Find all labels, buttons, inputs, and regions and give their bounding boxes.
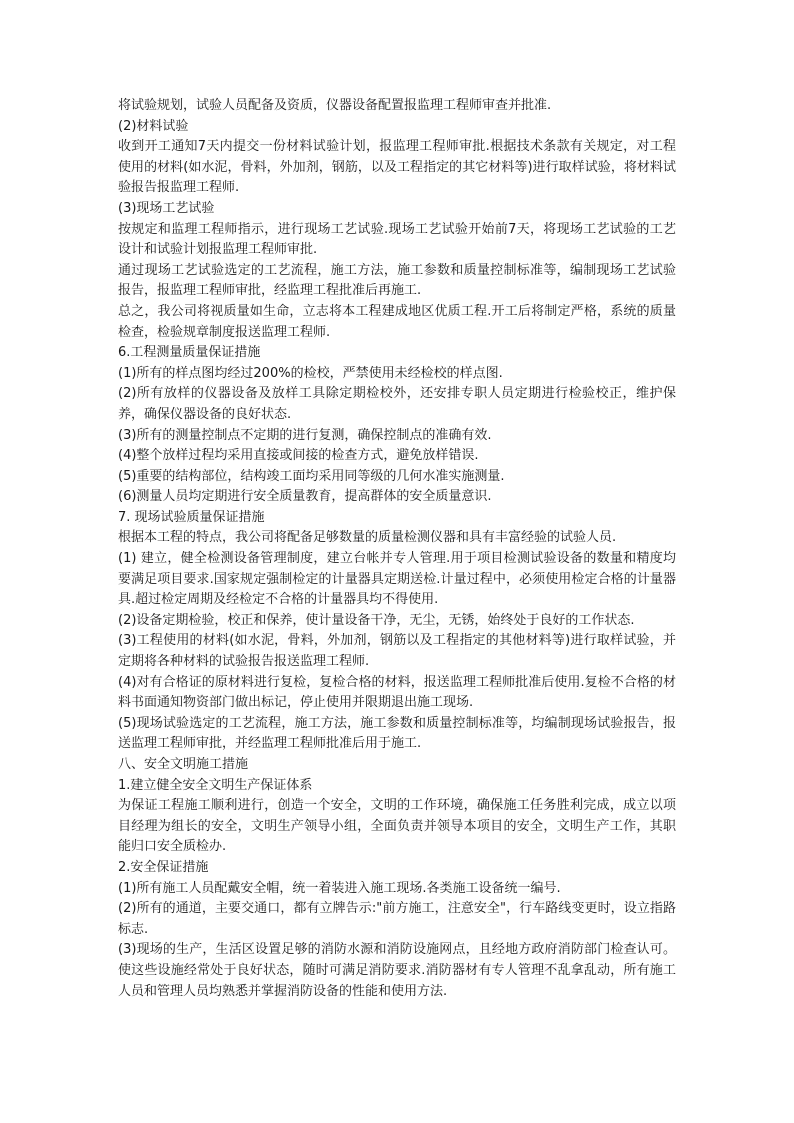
list-item: (5)重要的结构部位，结构竣工面均采用同等级的几何水准实施测量. bbox=[118, 468, 505, 484]
list-item: (4)整个放样过程均采用直接或间接的检查方式，避免放样错误. bbox=[118, 448, 479, 464]
list-item: (1)所有的样点图均经过200%的检校，严禁使用未经检校的样点图. bbox=[118, 365, 503, 381]
paragraph: 按规定和监理工程师指示，进行现场工艺试验.现场工艺试验开始前7天，将现场工艺试验的工艺设计和试验计划报监理工程师审批. bbox=[118, 221, 676, 258]
section-heading: 7. 现场试验质量保证措施 bbox=[118, 509, 265, 525]
paragraph: 将试验规划，试验人员配备及资质，仪器设备配置报监理工程师审查并批准. bbox=[118, 98, 552, 113]
section-heading: 2.安全保证措施 bbox=[118, 859, 209, 875]
list-item: (3)所有的测量控制点不定期的进行复测，确保控制点的准确有效. bbox=[118, 427, 492, 443]
paragraph: 收到开工通知7天内提交一份材料试验计划，报监理工程师审批.根据技术条款有关规定，对工程使用的材料(如水泥，骨料，外加剂，钢筋，以及工程指定的其它材料等)进行取样试验，将材料试验报告报监理工程师. bbox=[118, 139, 676, 196]
paragraph: 通过现场工艺试验选定的工艺流程，施工方法，施工参数和质量控制标准等，编制现场工艺试验报告，报监理工程师审批，经监理工程批准后再施工. bbox=[118, 262, 676, 299]
paragraph: 根据本工程的特点，我公司将配备足够数量的质量检测仪器和具有丰富经验的试验人员. bbox=[118, 530, 617, 546]
list-item: (3)工程使用的材料(如水泥，骨料，外加剂，钢筋以及工程指定的其他材料等)进行取样试验，并定期将各种材料的试验报告报送监理工程师. bbox=[118, 633, 676, 670]
section-heading: 6.工程测量质量保证措施 bbox=[118, 345, 261, 361]
section-heading: (2)材料试验 bbox=[118, 118, 189, 134]
list-item: (1)所有施工人员配戴安全帽，统一着装进入施工现场.各类施工设备统一编号. bbox=[118, 880, 561, 896]
list-item: (1) 建立，健全检测设备管理制度，建立台帐并专人管理.用于项目检测试验设备的数量和精度均要满足项目要求.国家规定强制检定的计量器具定期送检.计量过程中，必须使用检定合格的计量器具.超过检定周期及经检定不合格的计量器具均不得使用. bbox=[118, 551, 676, 608]
list-item: (3)现场的生产，生活区设置足够的消防水源和消防设施网点，且经地方政府消防部门检查认可。使这些设施经常处于良好状态，随时可满足消防要求.消防器材有专人管理不乱拿乱动，所有施工人员和管理人员均熟悉并掌握消防设备的性能和使用方法. bbox=[118, 942, 676, 999]
list-item: (2)设备定期检验，校正和保养，使计量设备干净，无尘，无锈，始终处于良好的工作状态. bbox=[118, 612, 635, 628]
section-heading: (3)现场工艺试验 bbox=[118, 200, 215, 216]
list-item: (4)对有合格证的原材料进行复检，复检合格的材料，报送监理工程师批准后使用.复检不合格的材料书面通知物资部门做出标记，停止使用并限期退出施工现场. bbox=[118, 674, 676, 711]
section-heading: 1.建立健全安全文明生产保证体系 bbox=[118, 777, 313, 793]
section-heading: 八、安全文明施工措施 bbox=[118, 757, 249, 772]
list-item: (6)测量人员均定期进行安全质量教育，提高群体的安全质量意识. bbox=[118, 489, 492, 505]
paragraph: 总之，我公司将视质量如生命，立志将本工程建成地区优质工程.开工后将制定严格，系统的质量检查，检验规章制度报送监理工程师. bbox=[118, 303, 676, 340]
list-item: (2)所有放样的仪器设备及放样工具除定期检校外，还安排专职人员定期进行检验校正，维护保养，确保仪器设备的良好状态. bbox=[118, 386, 676, 422]
paragraph: 为保证工程施工顺利进行，创造一个安全，文明的工作环境，确保施工任务胜利完成，成立以项目经理为组长的安全，文明生产领导小组，全面负责并领导本项目的安全，文明生产工作，其职能归口安全质检办. bbox=[118, 798, 676, 855]
list-item: (2)所有的通道，主要交通口，都有立牌告示:"前方施工，注意安全"，行车路线变更时，设立指路标志. bbox=[118, 901, 676, 937]
document-body bbox=[118, 96, 676, 1002]
list-item: (5)现场试验选定的工艺流程，施工方法，施工参数和质量控制标准等，均编制现场试验报告，报送监理工程师审批，并经监理工程师批准后用于施工. bbox=[118, 715, 676, 752]
